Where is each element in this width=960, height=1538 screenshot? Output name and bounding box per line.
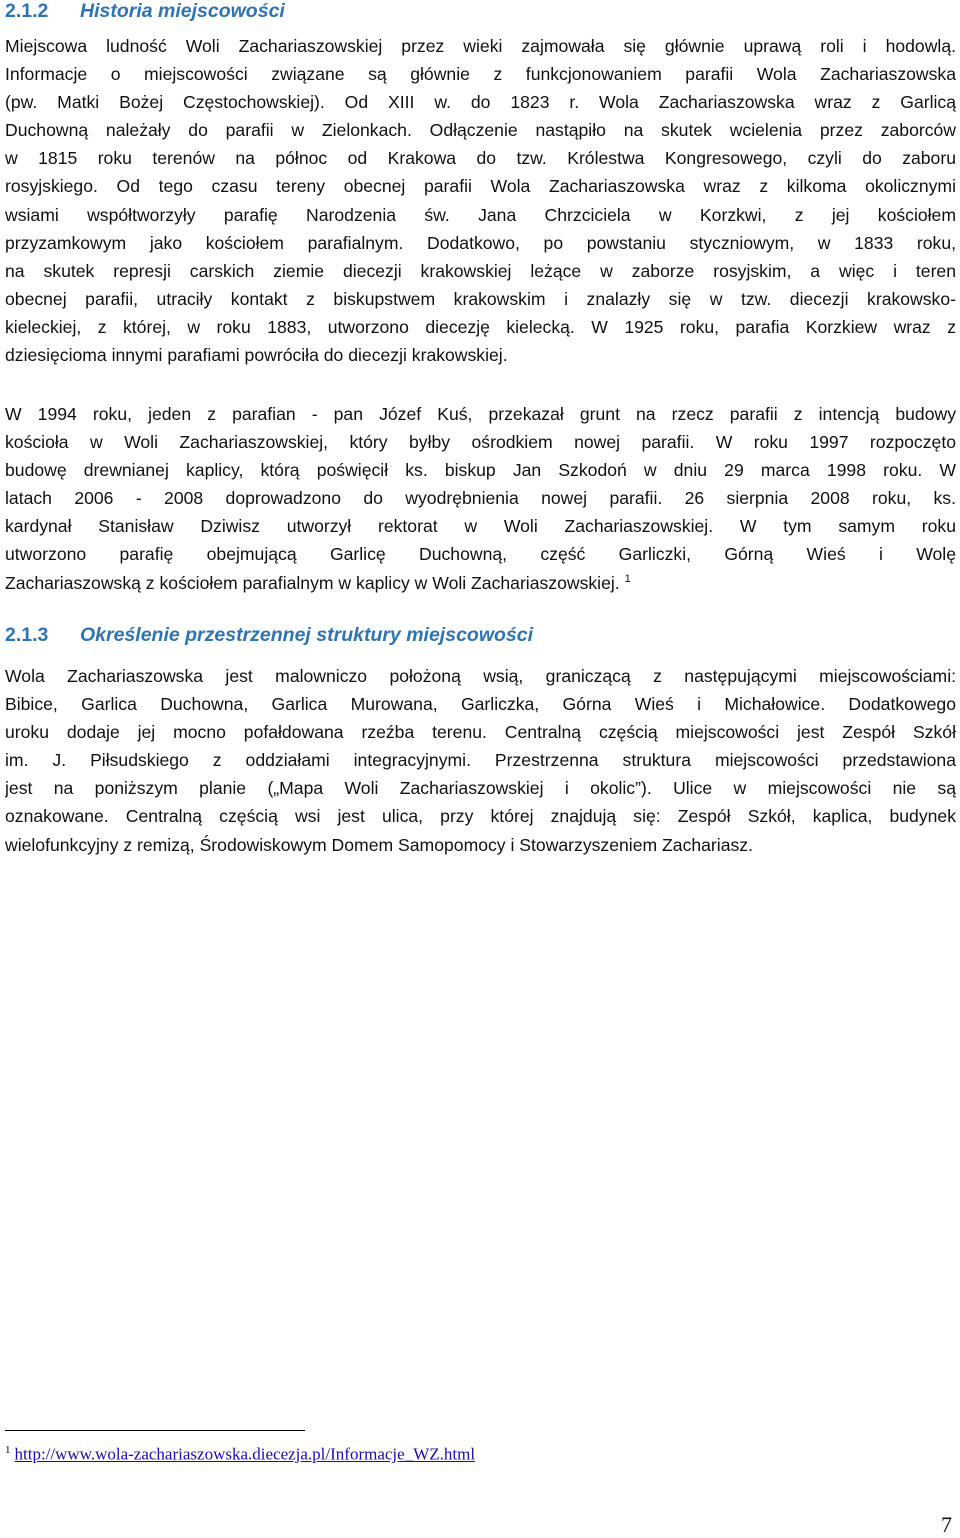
section-heading-history (5, 0, 285, 23)
footnote-separator (5, 1430, 305, 1431)
text-line: kardynał Stanisław Dziwisz utworzył rektorat w Woli Zachariaszowskiej. W tym samym roku (5, 516, 956, 537)
text-line: Wola Zachariaszowska jest malowniczo położoną wsią, graniczącą z następującymi miejscowościami: (5, 666, 956, 686)
section-number: 2.1.2 (5, 0, 49, 22)
page-number: 7 (941, 1512, 952, 1537)
footnote-mark: 1 (5, 1444, 11, 1456)
text-line: na skutek represji carskich ziemie diecezji krakowskiej leżące w zaborze rosyjskim, a więc i teren (5, 260, 956, 281)
text-line: jest na poniższym planie („Mapa Woli Zachariaszowskiej i okolic”). Ulice w miejscowości nie są (5, 778, 956, 799)
footnote-link[interactable]: http://www.wola-zachariaszowska.diecezja.pl/Informacje_WZ.html (14, 1444, 476, 1464)
footnote (5, 1444, 475, 1465)
section-title: Historia miejscowości (80, 0, 285, 22)
text-line: latach 2006 - 2008 doprowadzono do wyodrębnienia nowej parafii. 26 sierpnia 2008 roku, ks. (5, 488, 956, 509)
section-heading-structure (5, 624, 533, 647)
text-line: wielofunkcyjny z remizą, Środowiskowym Domem Samopomocy i Stowarzyszeniem Zachariasz. (5, 834, 753, 855)
section-number: 2.1.3 (5, 624, 49, 646)
text-line-last (5, 569, 956, 597)
text-line: Duchowną należały do parafii w Zielonkach. Odłączenie nastąpiło na skutek wcielenia przez zaborców (5, 120, 956, 141)
text-line: Informacje o miejscowości związane są głównie z funkcjonowaniem parafii Wola Zachariaszowska (5, 64, 956, 85)
text-line: im. J. Piłsudskiego z oddziałami integracyjnymi. Przestrzenna struktura miejscowości przedstawiona (5, 750, 956, 771)
text-line: Bibice, Garlica Duchowna, Garlica Murowana, Garliczka, Górna Wieś i Michałowice. Dodatkowego (5, 694, 956, 715)
text-line: przyzamkowym jako kościołem parafialnym. Dodatkowo, po powstaniu styczniowym, w 1833 roku, (5, 232, 956, 253)
history-paragraph-2 (5, 400, 956, 597)
text-line: budowę drewnianej kaplicy, którą poświęcił ks. biskup Jan Szkodoń w dniu 29 marca 1998 roku. W (5, 460, 956, 481)
text-line: (pw. Matki Bożej Częstochowskiej). Od XIII w. do 1823 r. Wola Zachariaszowska wraz z Garlicą (5, 92, 956, 113)
section-title: Określenie przestrzennej struktury miejscowości (80, 624, 534, 646)
text-line: utworzono parafię obejmującą Garlicę Duchowną, część Garliczki, Górną Wieś i Wolę (5, 544, 956, 565)
text-line: kieleckiej, z której, w roku 1883, utworzono diecezję kielecką. W 1925 roku, parafia Korzkiew wraz z (5, 316, 956, 337)
text-line: kościoła w Woli Zachariaszowskiej, który byłby ośrodkiem nowej parafii. W roku 1997 rozpoczęto (5, 432, 956, 453)
text-line: obecnej parafii, utraciły kontakt z biskupstwem krakowskim i znalazły się w tzw. diecezji krakowsko- (5, 288, 956, 309)
text-line: rosyjskiego. Od tego czasu tereny obecnej parafii Wola Zachariaszowska wraz z kilkoma okolicznymi (5, 176, 956, 197)
text-line: W 1994 roku, jeden z parafian - pan Józef Kuś, przekazał grunt na rzecz parafii z intencją budowy (5, 404, 956, 424)
text-line: Miejscowa ludność Woli Zachariaszowskiej przez wieki zajmowała się głównie uprawą roli i hodowlą. (5, 36, 956, 56)
text-line: wsiami współtworzyły parafię Narodzenia św. Jana Chrzciciela w Korzkwi, z jej kościołem (5, 204, 956, 225)
text-line-content: Zachariaszowską z kościołem parafialnym w kaplicy w Woli Zachariaszowskiej. (5, 572, 620, 593)
text-line: oznakowane. Centralną częścią wsi jest ulica, przy której znajdują się: Zespół Szkół, kaplica, budynek (5, 806, 956, 827)
text-line: dziesięcioma innymi parafiami powróciła do diecezji krakowskiej. (5, 345, 508, 366)
structure-paragraph-1 (5, 662, 956, 859)
footnote-reference[interactable]: 1 (624, 572, 631, 585)
text-line: w 1815 roku terenów na północ od Krakowa do tzw. Królestwa Kongresowego, czyli do zaboru (5, 148, 956, 169)
text-line: uroku dodaje jej mocno pofałdowana rzeźba terenu. Centralną częścią miejscowości jest Zespół Szkół (5, 722, 956, 743)
history-paragraph-1 (5, 32, 956, 369)
